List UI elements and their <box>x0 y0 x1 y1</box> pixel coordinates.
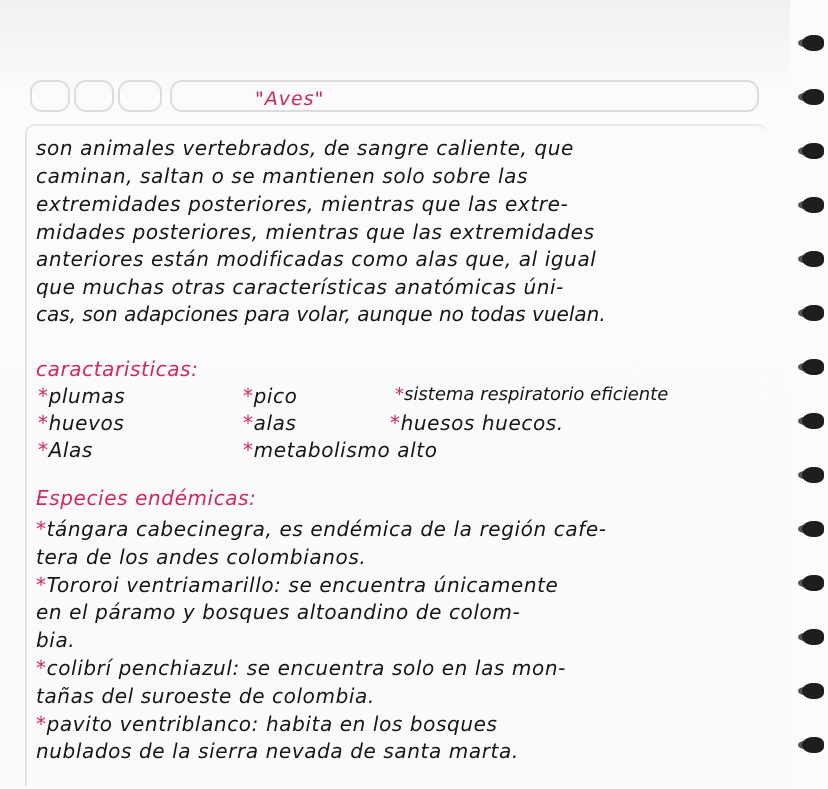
paragraph-line: anteriores están modificadas como alas que, al igual <box>36 247 597 271</box>
species-line: *colibrí penchiazul: se encuentra solo en las mon- <box>36 656 566 680</box>
notebook-spiral <box>790 0 828 789</box>
header-box <box>118 80 162 112</box>
species-line: en el páramo y bosques altoandino de colom- <box>36 600 521 625</box>
spiral-ring <box>802 89 824 105</box>
star-icon: * <box>36 711 47 736</box>
star-icon: * <box>38 411 49 435</box>
spiral-ring <box>802 683 824 699</box>
star-icon: * <box>243 384 254 408</box>
spiral-ring <box>802 143 824 159</box>
characteristic-item: *metabolismo alto <box>243 438 438 462</box>
species-heading: Especies endémicas: <box>36 486 257 510</box>
spiral-ring <box>802 359 824 375</box>
paragraph-line: son animales vertebrados, de sangre caliente, que <box>36 136 574 160</box>
paragraph-line: que muchas otras características anatómicas úni- <box>36 275 564 299</box>
star-icon: * <box>36 517 47 541</box>
species-line: *tángara cabecinegra, es endémica de la región cafe- <box>36 517 607 541</box>
spiral-ring <box>802 629 824 645</box>
spiral-ring <box>802 305 824 321</box>
page-title: "Aves" <box>255 88 325 110</box>
paragraph-line: cas, son adapciones para volar, aunque no todas vuelan. <box>36 302 606 326</box>
species-line: tera de los andes colombianos. <box>36 544 367 569</box>
characteristic-item: *sistema respiratorio eficiente <box>395 384 669 405</box>
star-icon: * <box>395 384 404 405</box>
characteristic-item: *Alas <box>38 438 93 462</box>
characteristic-item: *pico <box>243 384 298 408</box>
star-icon: * <box>243 411 254 435</box>
characteristic-item: *plumas <box>38 384 126 408</box>
species-line: tañas del suroeste de colombia. <box>36 683 375 708</box>
species-line: nublados de la sierra nevada de santa marta. <box>36 739 519 764</box>
paragraph-line: caminan, saltan o se mantienen solo sobre las <box>36 164 529 188</box>
star-icon: * <box>36 572 47 597</box>
characteristics-heading: caractaristicas: <box>36 357 199 381</box>
paragraph-line: extremidades posteriores, mientras que las extre- <box>36 192 569 216</box>
characteristic-item: *huesos huecos. <box>390 411 564 435</box>
header-box <box>74 80 114 112</box>
spiral-ring <box>802 197 824 213</box>
star-icon: * <box>38 438 49 462</box>
spiral-ring <box>802 413 824 429</box>
spiral-ring <box>802 251 824 267</box>
species-line: *pavito ventriblanco: habita en los bosques <box>36 711 498 736</box>
spiral-ring <box>802 467 824 483</box>
header-box <box>30 80 70 112</box>
species-line: bia. <box>36 628 76 653</box>
species-line: *Tororoi ventriamarillo: se encuentra únicamente <box>36 572 559 597</box>
paragraph-line: midades posteriores, mientras que las extremidades <box>36 220 595 244</box>
star-icon: * <box>390 411 401 435</box>
spiral-ring <box>802 737 824 753</box>
characteristic-item: *huevos <box>38 411 125 435</box>
spiral-ring <box>802 521 824 537</box>
star-icon: * <box>243 438 254 462</box>
star-icon: * <box>36 656 47 680</box>
spiral-ring <box>802 35 824 51</box>
star-icon: * <box>38 384 49 408</box>
spiral-ring <box>802 575 824 591</box>
characteristic-item: *alas <box>243 411 297 435</box>
